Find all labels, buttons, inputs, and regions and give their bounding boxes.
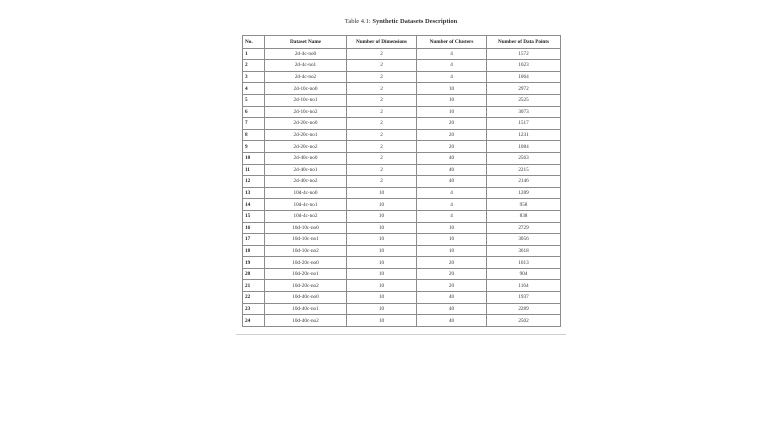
- cell-dataset-name: 2d-40c-no0: [265, 152, 347, 164]
- table-caption-title: Synthetic Datasets Description: [372, 18, 458, 25]
- cell-dataset-name: 10d-4c-no2: [265, 210, 347, 222]
- cell-clusters: 4: [417, 210, 487, 222]
- cell-dataset-name: 2d-4c-no2: [265, 71, 347, 83]
- cell-no: 7: [243, 118, 265, 130]
- table-row: [243, 129, 561, 141]
- cell-dimensions: 2: [347, 152, 417, 164]
- cell-dataset-name: 10d-40c-no1: [265, 303, 347, 315]
- table-header-row: [243, 36, 561, 49]
- table-row: [243, 210, 561, 222]
- cell-dimensions: 2: [347, 94, 417, 106]
- table-row: [243, 106, 561, 118]
- cell-data-points: 1572: [487, 48, 561, 60]
- cell-dataset-name: 10d-4c-no1: [265, 199, 347, 211]
- cell-data-points: 1164: [487, 280, 561, 292]
- cell-no: 18: [243, 245, 265, 257]
- table-row: [243, 118, 561, 130]
- cell-no: 6: [243, 106, 265, 118]
- cell-data-points: 2525: [487, 94, 561, 106]
- cell-dimensions: 10: [347, 257, 417, 269]
- cell-dimensions: 2: [347, 60, 417, 72]
- cell-data-points: 2729: [487, 222, 561, 234]
- cell-clusters: 4: [417, 71, 487, 83]
- column-header-clusters: Number of Clusters: [417, 36, 487, 49]
- cell-no: 20: [243, 268, 265, 280]
- table-row: [243, 48, 561, 60]
- cell-dataset-name: 2d-20c-no0: [265, 118, 347, 130]
- column-header-dataset-name: Dataset Name: [265, 36, 347, 49]
- cell-data-points: 958: [487, 199, 561, 211]
- table-row: [243, 83, 561, 95]
- cell-clusters: 40: [417, 176, 487, 188]
- cell-dataset-name: 2d-4c-no0: [265, 48, 347, 60]
- cell-no: 4: [243, 83, 265, 95]
- cell-clusters: 4: [417, 199, 487, 211]
- cell-clusters: 20: [417, 129, 487, 141]
- cell-data-points: 3618: [487, 245, 561, 257]
- table-row: [243, 187, 561, 199]
- table-row: [243, 292, 561, 304]
- page-divider: [236, 334, 566, 335]
- cell-data-points: 1064: [487, 71, 561, 83]
- cell-dataset-name: 10d-10c-no2: [265, 245, 347, 257]
- cell-dimensions: 2: [347, 83, 417, 95]
- cell-data-points: 3056: [487, 234, 561, 246]
- cell-data-points: 904: [487, 268, 561, 280]
- cell-no: 13: [243, 187, 265, 199]
- table-row: [243, 234, 561, 246]
- table-caption-label: Table 4.1:: [344, 18, 371, 25]
- cell-no: 14: [243, 199, 265, 211]
- cell-clusters: 10: [417, 234, 487, 246]
- cell-dataset-name: 10d-20c-no1: [265, 268, 347, 280]
- cell-data-points: 2502: [487, 315, 561, 327]
- cell-dimensions: 10: [347, 245, 417, 257]
- cell-dataset-name: 10d-10c-no0: [265, 222, 347, 234]
- cell-no: 10: [243, 152, 265, 164]
- cell-dataset-name: 2d-4c-no1: [265, 60, 347, 72]
- cell-dimensions: 10: [347, 280, 417, 292]
- cell-dataset-name: 10d-20c-no0: [265, 257, 347, 269]
- cell-dimensions: 2: [347, 176, 417, 188]
- cell-clusters: 40: [417, 164, 487, 176]
- cell-clusters: 10: [417, 245, 487, 257]
- table-row: [243, 280, 561, 292]
- table-row: [243, 199, 561, 211]
- cell-dataset-name: 2d-10c-no1: [265, 94, 347, 106]
- column-header-dimensions: Number of Dimensions: [347, 36, 417, 49]
- cell-dimensions: 2: [347, 129, 417, 141]
- cell-clusters: 20: [417, 141, 487, 153]
- cell-clusters: 40: [417, 315, 487, 327]
- cell-no: 17: [243, 234, 265, 246]
- cell-dataset-name: 10d-20c-no2: [265, 280, 347, 292]
- table-caption: [240, 18, 562, 26]
- cell-dimensions: 10: [347, 222, 417, 234]
- cell-dimensions: 2: [347, 106, 417, 118]
- column-header-no: No.: [243, 36, 265, 49]
- cell-no: 1: [243, 48, 265, 60]
- cell-no: 21: [243, 280, 265, 292]
- column-header-data-points: Number of Data Points: [487, 36, 561, 49]
- cell-clusters: 10: [417, 222, 487, 234]
- cell-dimensions: 2: [347, 164, 417, 176]
- cell-data-points: 838: [487, 210, 561, 222]
- cell-dimensions: 10: [347, 315, 417, 327]
- cell-dimensions: 10: [347, 187, 417, 199]
- cell-clusters: 4: [417, 187, 487, 199]
- cell-dataset-name: 10d-40c-no0: [265, 292, 347, 304]
- cell-no: 19: [243, 257, 265, 269]
- cell-dataset-name: 2d-10c-no0: [265, 83, 347, 95]
- cell-no: 23: [243, 303, 265, 315]
- cell-dimensions: 10: [347, 268, 417, 280]
- table-body: [243, 48, 561, 326]
- cell-dataset-name: 2d-10c-no2: [265, 106, 347, 118]
- cell-data-points: 1623: [487, 60, 561, 72]
- cell-dataset-name: 10d-10c-no1: [265, 234, 347, 246]
- cell-no: 9: [243, 141, 265, 153]
- cell-clusters: 20: [417, 268, 487, 280]
- cell-data-points: 1289: [487, 187, 561, 199]
- table-row: [243, 222, 561, 234]
- table-row: [243, 245, 561, 257]
- cell-data-points: 2563: [487, 152, 561, 164]
- cell-dimensions: 2: [347, 71, 417, 83]
- synthetic-datasets-table: [242, 35, 561, 327]
- cell-data-points: 1231: [487, 129, 561, 141]
- cell-dimensions: 10: [347, 303, 417, 315]
- cell-data-points: 1084: [487, 141, 561, 153]
- cell-no: 22: [243, 292, 265, 304]
- cell-clusters: 10: [417, 106, 487, 118]
- cell-dimensions: 2: [347, 118, 417, 130]
- cell-dimensions: 10: [347, 199, 417, 211]
- table-row: [243, 315, 561, 327]
- cell-clusters: 40: [417, 152, 487, 164]
- cell-no: 11: [243, 164, 265, 176]
- cell-clusters: 10: [417, 83, 487, 95]
- cell-clusters: 20: [417, 257, 487, 269]
- cell-dimensions: 10: [347, 234, 417, 246]
- cell-clusters: 4: [417, 48, 487, 60]
- table-row: [243, 60, 561, 72]
- cell-clusters: 4: [417, 60, 487, 72]
- cell-data-points: 1517: [487, 118, 561, 130]
- cell-data-points: 2289: [487, 303, 561, 315]
- cell-no: 2: [243, 60, 265, 72]
- cell-no: 12: [243, 176, 265, 188]
- table-row: [243, 268, 561, 280]
- cell-clusters: 40: [417, 303, 487, 315]
- cell-data-points: 1013: [487, 257, 561, 269]
- cell-no: 5: [243, 94, 265, 106]
- table-row: [243, 94, 561, 106]
- cell-data-points: 1937: [487, 292, 561, 304]
- cell-no: 8: [243, 129, 265, 141]
- table-row: [243, 71, 561, 83]
- cell-data-points: 3073: [487, 106, 561, 118]
- cell-data-points: 2972: [487, 83, 561, 95]
- cell-data-points: 2146: [487, 176, 561, 188]
- cell-dataset-name: 2d-40c-no1: [265, 164, 347, 176]
- cell-dataset-name: 2d-20c-no1: [265, 129, 347, 141]
- table-row: [243, 141, 561, 153]
- table-row: [243, 152, 561, 164]
- cell-clusters: 20: [417, 280, 487, 292]
- cell-clusters: 40: [417, 292, 487, 304]
- cell-dataset-name: 10d-4c-no0: [265, 187, 347, 199]
- table-row: [243, 164, 561, 176]
- cell-clusters: 10: [417, 94, 487, 106]
- cell-no: 24: [243, 315, 265, 327]
- cell-no: 3: [243, 71, 265, 83]
- table-row: [243, 303, 561, 315]
- cell-dataset-name: 10d-40c-no2: [265, 315, 347, 327]
- table-row: [243, 257, 561, 269]
- cell-dataset-name: 2d-40c-no2: [265, 176, 347, 188]
- cell-no: 15: [243, 210, 265, 222]
- cell-dimensions: 2: [347, 141, 417, 153]
- cell-dimensions: 10: [347, 292, 417, 304]
- cell-clusters: 20: [417, 118, 487, 130]
- cell-dimensions: 10: [347, 210, 417, 222]
- cell-data-points: 2215: [487, 164, 561, 176]
- cell-no: 16: [243, 222, 265, 234]
- cell-dataset-name: 2d-20c-no2: [265, 141, 347, 153]
- table-row: [243, 176, 561, 188]
- cell-dimensions: 2: [347, 48, 417, 60]
